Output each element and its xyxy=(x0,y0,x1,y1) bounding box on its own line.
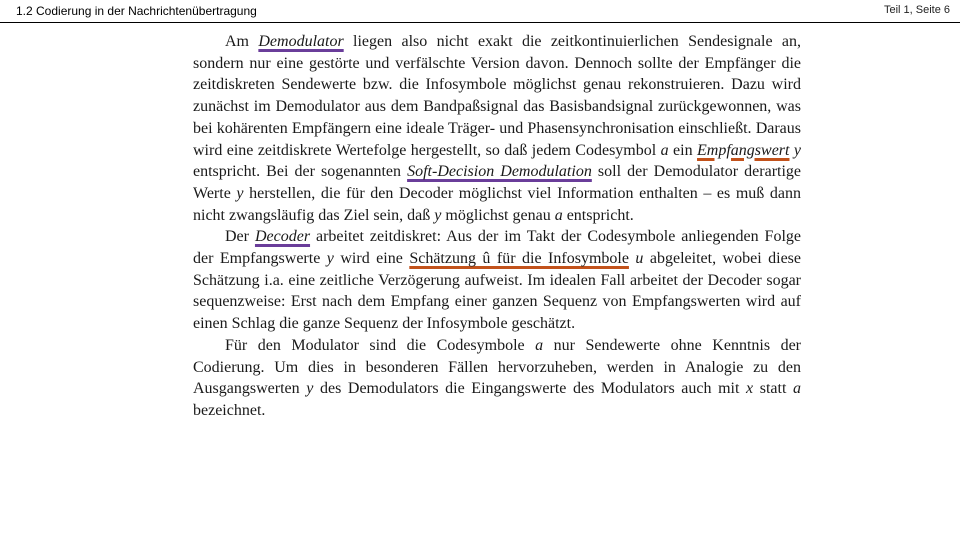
text-run: ein xyxy=(668,141,698,159)
math-symbol-y: y xyxy=(236,184,244,202)
math-symbol-x: x xyxy=(746,380,754,398)
text-run: Am xyxy=(225,33,259,50)
header-divider xyxy=(0,22,960,23)
math-symbol-u: u xyxy=(635,250,644,268)
paragraph-decoder xyxy=(193,226,801,335)
paragraph-modulator xyxy=(193,335,801,422)
highlight-term-empfangswert: Empfangswert xyxy=(697,141,790,159)
text-run: des Demodulators die Eingangswerte des Modulators auch mit xyxy=(313,380,747,398)
page-label: Teil 1, Seite 6 xyxy=(883,4,950,16)
math-symbol-y: y xyxy=(434,206,442,224)
text-run: soll der Demodulator derartige Werte xyxy=(193,163,802,202)
text-run: möglichst genau xyxy=(441,206,555,224)
paragraph-demodulator xyxy=(193,31,801,226)
text-run: herstellen, die für den Decoder möglichst viel Information enthalten – es muß dann nicht zwangsläufig das Ziel sein, daß xyxy=(193,184,802,224)
highlight-term-demodulator: Demodulator xyxy=(258,33,344,50)
highlight-term-soft-decision: Soft-Decision Demodulation xyxy=(407,163,592,181)
text-run: entspricht. xyxy=(562,206,634,224)
document-body xyxy=(193,31,801,422)
text-run: Der xyxy=(225,228,255,246)
section-title: 1.2 Codierung in der Nachrichtenübertragung xyxy=(16,4,257,18)
highlight-term-decoder: Decoder xyxy=(254,228,311,246)
text-run: bezeichnet. xyxy=(193,401,266,419)
text-run: arbeitet zeitdiskret: Aus der im Takt der Codesymbole anliegenden Folge der Empfangswerte xyxy=(193,228,802,268)
math-symbol-y: y xyxy=(793,141,802,159)
text-run: liegen also nicht exakt die zeitkontinuierlichen Sendesignale an, sondern nur eine gestörte und verfälschte Version davon. Dennoch sollte der Empfänger die zeitdiskreten Sendewerte bzw. die Infosymbole möglichst genau rekonstruieren. Dazu wird zunächst im Demodulator aus dem Bandpaßsignal das Basisbandsignal zurückgewonnen, was bei kohärenten Empfängern eine ideale Träger- und Phasensynchronisation einschließt. Daraus wird eine zeitdiskrete Wertefolge hergestellt, so daß jedem Codesymbol xyxy=(193,33,802,159)
text-run: nur Sendewerte ohne Kenntnis der Codierung. Um dies in besonderen Fällen hervorzuheben, werden in Analogie zu den Ausgangswerten xyxy=(193,336,802,398)
math-symbol-a: a xyxy=(554,206,563,224)
highlight-term-schaetzung: Schätzung û für die Infosymbole xyxy=(409,250,629,268)
math-symbol-a: a xyxy=(535,336,544,354)
math-symbol-a: a xyxy=(793,380,801,398)
text-run: entspricht. Bei der sogenannten xyxy=(193,163,408,181)
math-symbol-y: y xyxy=(306,380,314,398)
math-symbol-y: y xyxy=(326,250,334,268)
text-run: Für den Modulator sind die Codesymbole xyxy=(225,336,536,354)
text-run: statt xyxy=(753,380,793,398)
text-run: abgeleitet, wobei diese Schätzung i.a. eine zeitliche Verzögerung aufweist. Im idealen Fall arbeitet der Decoder sogar sequenzweise: Erst nach dem Empfang einer ganzen Sequenz von Empfangswerten wird auf einen Schlag die ganze Sequenz der Infosymbole geschätzt. xyxy=(193,250,802,333)
math-symbol-a: a xyxy=(660,141,669,159)
text-run: wird eine xyxy=(333,250,410,268)
